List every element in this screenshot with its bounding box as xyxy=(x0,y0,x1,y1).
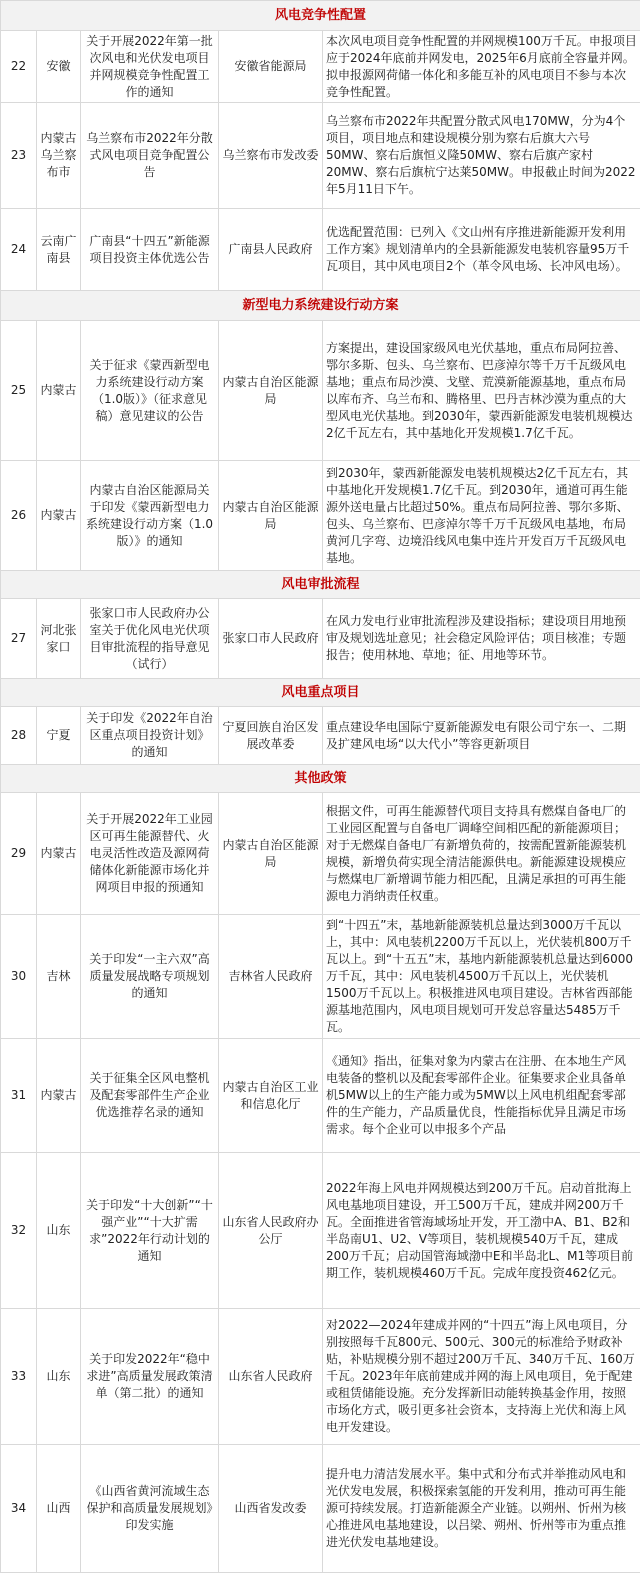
row-policy-title: 关于开展2022年工业园区可再生能源替代、火电灵活性改造及源网荷储体化新能源市场化并网项目申报的预通知 xyxy=(81,793,219,915)
row-department: 张家口市人民政府 xyxy=(219,599,323,679)
row-policy-title: 内蒙古自治区能源局关于印发《蒙西新型电力系统建设行动方案（1.0版）》的通知 xyxy=(81,461,219,571)
row-number: 33 xyxy=(1,1309,37,1445)
row-number: 22 xyxy=(1,31,37,103)
row-policy-title: 关于印发“十大创新”“十强产业”“十大扩需求”2022年行动计划的通知 xyxy=(81,1153,219,1309)
row-description: 方案提出，建设国家级风电光伏基地，重点布局阿拉善、鄂尔多斯、包头、乌兰察布、巴彦淖尔等千万千瓦级风电基地；重点布局沙漠、戈壁、荒漠新能源基地，重点布局以库布齐、乌兰布和、腾格里、巴丹吉林沙漠为重点的大型风电光伏基地。到2030年，蒙西新能源发电装机规模达2亿千瓦左右，其中基地化开发规模1.7亿千瓦。 xyxy=(323,321,640,461)
table-row xyxy=(1,915,640,1039)
section-header xyxy=(1,765,640,793)
row-policy-title: 关于征集全区风电整机及配套零部件生产企业优选推荐名录的通知 xyxy=(81,1039,219,1153)
row-region: 山东 xyxy=(37,1153,81,1309)
row-number: 28 xyxy=(1,707,37,765)
row-department: 吉林省人民政府 xyxy=(219,915,323,1039)
row-department: 广南县人民政府 xyxy=(219,209,323,291)
row-number: 23 xyxy=(1,103,37,209)
table-row xyxy=(1,1039,640,1153)
table-row xyxy=(1,1309,640,1445)
row-department: 内蒙古自治区能源局 xyxy=(219,793,323,915)
row-description: 在风力发电行业审批流程涉及建设指标；建设项目用地预审及规划选址意见；社会稳定风险评估；项目核准；专题报告；使用林地、草地；征、用地等环节。 xyxy=(323,599,640,679)
row-description: 到“十四五”末，基地新能源装机总量达到3000万千瓦以上，其中：风电装机2200万千瓦以上，光伏装机800万千瓦以上。到“十五五”末，基地内新能源装机总量达到6000万千瓦，其中：风电装机4500万千瓦以上，光伏装机1500万千瓦以上。积极推进风电项目建设。吉林省西部能源基地范围内，风电项目规划可开发总容量达5485万千瓦。 xyxy=(323,915,640,1039)
section-title: 风电重点项目 xyxy=(1,679,640,707)
table-row xyxy=(1,321,640,461)
section-title: 其他政策 xyxy=(1,765,640,793)
row-description: 对2022—2024年建成并网的“十四五”海上风电项目，分别按照每千瓦800元、500元、300元的标准给予财政补贴，补贴规模分别不超过200万千瓦、340万千瓦、160万千瓦。2023年年底前建成并网的海上风电项目，免于配建或租赁储能设施。充分发挥新旧动能转换基金作用，按照市场化方式，吸引更多社会资本，支持海上光伏和海上风电开发建设。 xyxy=(323,1309,640,1445)
row-region: 内蒙古 xyxy=(37,793,81,915)
table-row xyxy=(1,707,640,765)
table-row xyxy=(1,793,640,915)
section-title: 风电审批流程 xyxy=(1,571,640,599)
row-region: 内蒙古乌兰察布市 xyxy=(37,103,81,209)
row-region: 安徽 xyxy=(37,31,81,103)
table-row xyxy=(1,31,640,103)
section-header xyxy=(1,291,640,321)
row-region: 内蒙古 xyxy=(37,1039,81,1153)
row-policy-title: 张家口市人民政府办公室关于优化风电光伏项目审批流程的指导意见（试行） xyxy=(81,599,219,679)
table-row xyxy=(1,103,640,209)
row-number: 26 xyxy=(1,461,37,571)
table-row xyxy=(1,1153,640,1309)
row-description: 优选配置范围：已列入《文山州有序推进新能源开发利用工作方案》规划清单内的全县新能源发电装机容量95万千瓦项目，其中风电项目2个（革令风电场、长冲风电场）。 xyxy=(323,209,640,291)
row-department: 内蒙古自治区工业和信息化厅 xyxy=(219,1039,323,1153)
row-department: 安徽省能源局 xyxy=(219,31,323,103)
row-region: 云南广南县 xyxy=(37,209,81,291)
row-policy-title: 关于印发《2022年自治区重点项目投资计划》的通知 xyxy=(81,707,219,765)
row-region: 宁夏 xyxy=(37,707,81,765)
table-row xyxy=(1,209,640,291)
row-department: 内蒙古自治区能源局 xyxy=(219,321,323,461)
row-number: 30 xyxy=(1,915,37,1039)
row-number: 31 xyxy=(1,1039,37,1153)
section-title: 风电竞争性配置 xyxy=(1,1,640,31)
row-policy-title: 关于开展2022年第一批次风电和光伏发电项目并网规模竞争性配置工作的通知 xyxy=(81,31,219,103)
row-region: 山西 xyxy=(37,1445,81,1573)
row-description: 《通知》指出，征集对象为内蒙古在注册、在本地生产风电装备的整机以及配套零部件企业。征集要求企业具备单机5MW以上的生产能力或为5MW以上风电机组配套零部件的生产能力，产品质量优良，性能指标优异且满足市场需求。每个企业可以申报多个产品 xyxy=(323,1039,640,1153)
row-number: 24 xyxy=(1,209,37,291)
section-header xyxy=(1,679,640,707)
row-policy-title: 广南县“十四五”新能源项目投资主体优选公告 xyxy=(81,209,219,291)
row-department: 山西省发改委 xyxy=(219,1445,323,1573)
row-description: 本次风电项目竞争性配置的并网规模100万千瓦。申报项目应于2024年底前并网发电，2025年6月底前全容量并网。拟申报源网荷储一体化和多能互补的风电项目不参与本次竞争性配置。 xyxy=(323,31,640,103)
row-number: 32 xyxy=(1,1153,37,1309)
row-department: 宁夏回族自治区发展改革委 xyxy=(219,707,323,765)
table-row xyxy=(1,1445,640,1573)
row-description: 乌兰察布市2022年共配置分散式风电170MW，分为4个项目，项目地点和建设规模分别为察右后旗大六号50MW、察右后旗恒义隆50MW、察右后旗产家村20MW、察右后旗杭宁达莱50MW。申报截止时间为2022年5月11日下午。 xyxy=(323,103,640,209)
row-policy-title: 关于征求《蒙西新型电力系统建设行动方案（1.0版）》（征求意见稿）意见建议的公告 xyxy=(81,321,219,461)
row-number: 27 xyxy=(1,599,37,679)
section-title: 新型电力系统建设行动方案 xyxy=(1,291,640,321)
row-region: 河北张家口 xyxy=(37,599,81,679)
row-region: 内蒙古 xyxy=(37,321,81,461)
section-header xyxy=(1,571,640,599)
row-description: 重点建设华电国际宁夏新能源发电有限公司宁东一、二期及扩建风电场“以大代小”等容更新项目 xyxy=(323,707,640,765)
row-description: 到2030年，蒙西新能源发电装机规模达2亿千瓦左右，其中基地化开发规模1.7亿千瓦。到2030年，通道可再生能源外送电量占比超过50%。重点布局阿拉善、鄂尔多斯、包头、乌兰察布、巴彦淖尔等千万千瓦级风电基地，布局黄河几字弯、边境沿线风电集中连片开发百万千瓦级风电基地。 xyxy=(323,461,640,571)
row-policy-title: 《山西省黄河流域生态保护和高质量发展规划》印发实施 xyxy=(81,1445,219,1573)
row-department: 乌兰察布市发改委 xyxy=(219,103,323,209)
row-description: 根据文件，可再生能源替代项目支持具有燃煤自备电厂的工业园区配置与自备电厂调峰空间相匹配的新能源项目；对于无燃煤自备电厂有新增负荷的，按需配置新能源装机规模，新增负荷实现全清洁能源供电。新能源建设规模应与燃煤电厂新增调节能力相匹配，且满足承担的可再生能源电力消纳责任权重。 xyxy=(323,793,640,915)
row-policy-title: 乌兰察布市2022年分散式风电项目竞争配置公告 xyxy=(81,103,219,209)
row-region: 内蒙古 xyxy=(37,461,81,571)
row-department: 山东省人民政府办公厅 xyxy=(219,1153,323,1309)
table-row xyxy=(1,599,640,679)
row-number: 25 xyxy=(1,321,37,461)
table-row xyxy=(1,461,640,571)
row-department: 内蒙古自治区能源局 xyxy=(219,461,323,571)
row-description: 2022年海上风电并网规模达到200万千瓦。启动首批海上风电基地项目建设，开工500万千瓦，建成并网200万千瓦。全面推进省管海域场址开发，开工渤中A、B1、B2和半岛南U1、U2、V等项目，装机规模540万千瓦，建成200万千瓦；启动国管海域渤中E和半岛北L、M1等项目前期工作，装机规模460万千瓦。完成年度投资462亿元。 xyxy=(323,1153,640,1309)
row-region: 山东 xyxy=(37,1309,81,1445)
row-department: 山东省人民政府 xyxy=(219,1309,323,1445)
row-number: 34 xyxy=(1,1445,37,1573)
row-region: 吉林 xyxy=(37,915,81,1039)
row-description: 提升电力清洁发展水平。集中式和分布式并举推动风电和光伏发电发展，积极探索氢能的开发利用，推动可再生能源可持续发展。打造新能源全产业链。以朔州、忻州为核心推进风电基地建设，以吕梁、朔州、忻州等市为重点推进光伏发电基地建设。 xyxy=(323,1445,640,1573)
row-policy-title: 关于印发2022年“稳中求进”高质量发展政策清单（第二批）的通知 xyxy=(81,1309,219,1445)
row-policy-title: 关于印发“一主六双”高质量发展战略专项规划的通知 xyxy=(81,915,219,1039)
row-number: 29 xyxy=(1,793,37,915)
section-header xyxy=(1,1,640,31)
